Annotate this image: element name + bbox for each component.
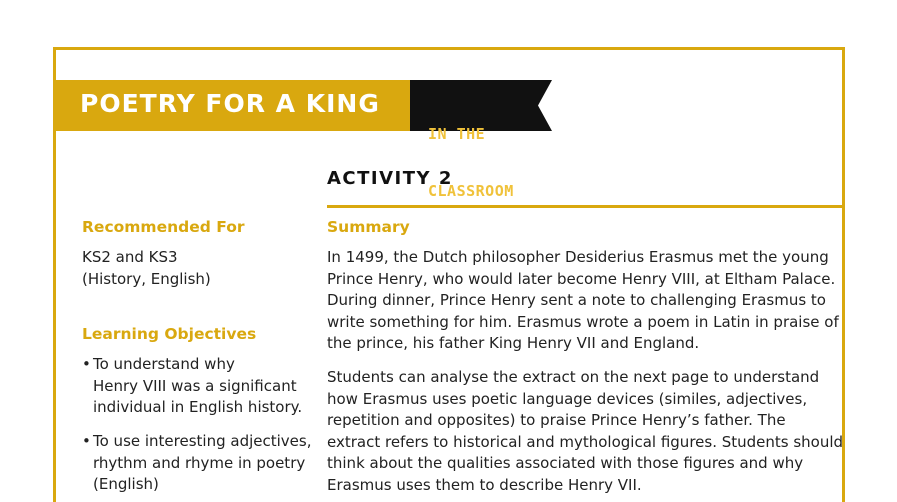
objectives-heading: Learning Objectives	[82, 325, 257, 343]
page-title: POETRY FOR A KING	[80, 89, 380, 118]
objective-line: To understand why	[93, 355, 235, 373]
in-the-classroom-tag	[410, 80, 552, 200]
tag-line-2: CLASSROOM	[428, 182, 514, 200]
activity-title: ACTIVITY 2	[327, 168, 453, 189]
objective-line: Henry VIII was a significant	[93, 376, 297, 395]
summary-line: Students can analyse the extract on the next page to understand	[327, 368, 820, 386]
summary-line: During dinner, Prince Henry sent a note to challenging Erasmus to	[327, 291, 826, 309]
bullet-dot: •	[82, 355, 91, 373]
summary-paragraph-1	[327, 247, 839, 355]
summary-line: how Erasmus uses poetic language devices (similes, adjectives,	[327, 389, 808, 408]
summary-line: think about the qualities associated with those figures and why	[327, 454, 804, 472]
activity-divider	[327, 205, 842, 208]
objective-item	[82, 354, 307, 419]
objective-line: (English)	[93, 475, 159, 493]
tag-line-1: IN THE	[428, 125, 486, 143]
recommended-text	[82, 247, 312, 290]
objective-line: rhythm and rhyme in poetry	[93, 453, 306, 472]
recommended-line: (History, English)	[82, 269, 211, 288]
objective-line: To use interesting adjectives,	[93, 432, 312, 450]
objective-line: individual in English history.	[93, 398, 303, 416]
summary-line: extract refers to historical and mythological figures. Students should	[327, 432, 844, 451]
summary-line: Prince Henry, who would later become Henry VIII, at Eltham Palace.	[327, 269, 836, 288]
summary-line: write something for him. Erasmus wrote a poem in Latin in praise of	[327, 312, 839, 331]
bullet-dot: •	[82, 432, 91, 450]
summary-line: the prince, his father King Henry VII and England.	[327, 334, 700, 352]
summary-heading: Summary	[327, 218, 410, 236]
recommended-heading: Recommended For	[82, 218, 245, 236]
summary-paragraph-2	[327, 367, 844, 496]
summary-line: In 1499, the Dutch philosopher Desiderius Erasmus met the young	[327, 248, 829, 266]
summary-line: repetition and opposites) to praise Prince Henry’s father. The	[327, 411, 786, 429]
objective-item	[82, 431, 312, 496]
summary-line: Erasmus uses them to describe Henry VII.	[327, 475, 642, 494]
recommended-line: KS2 and KS3	[82, 248, 178, 266]
